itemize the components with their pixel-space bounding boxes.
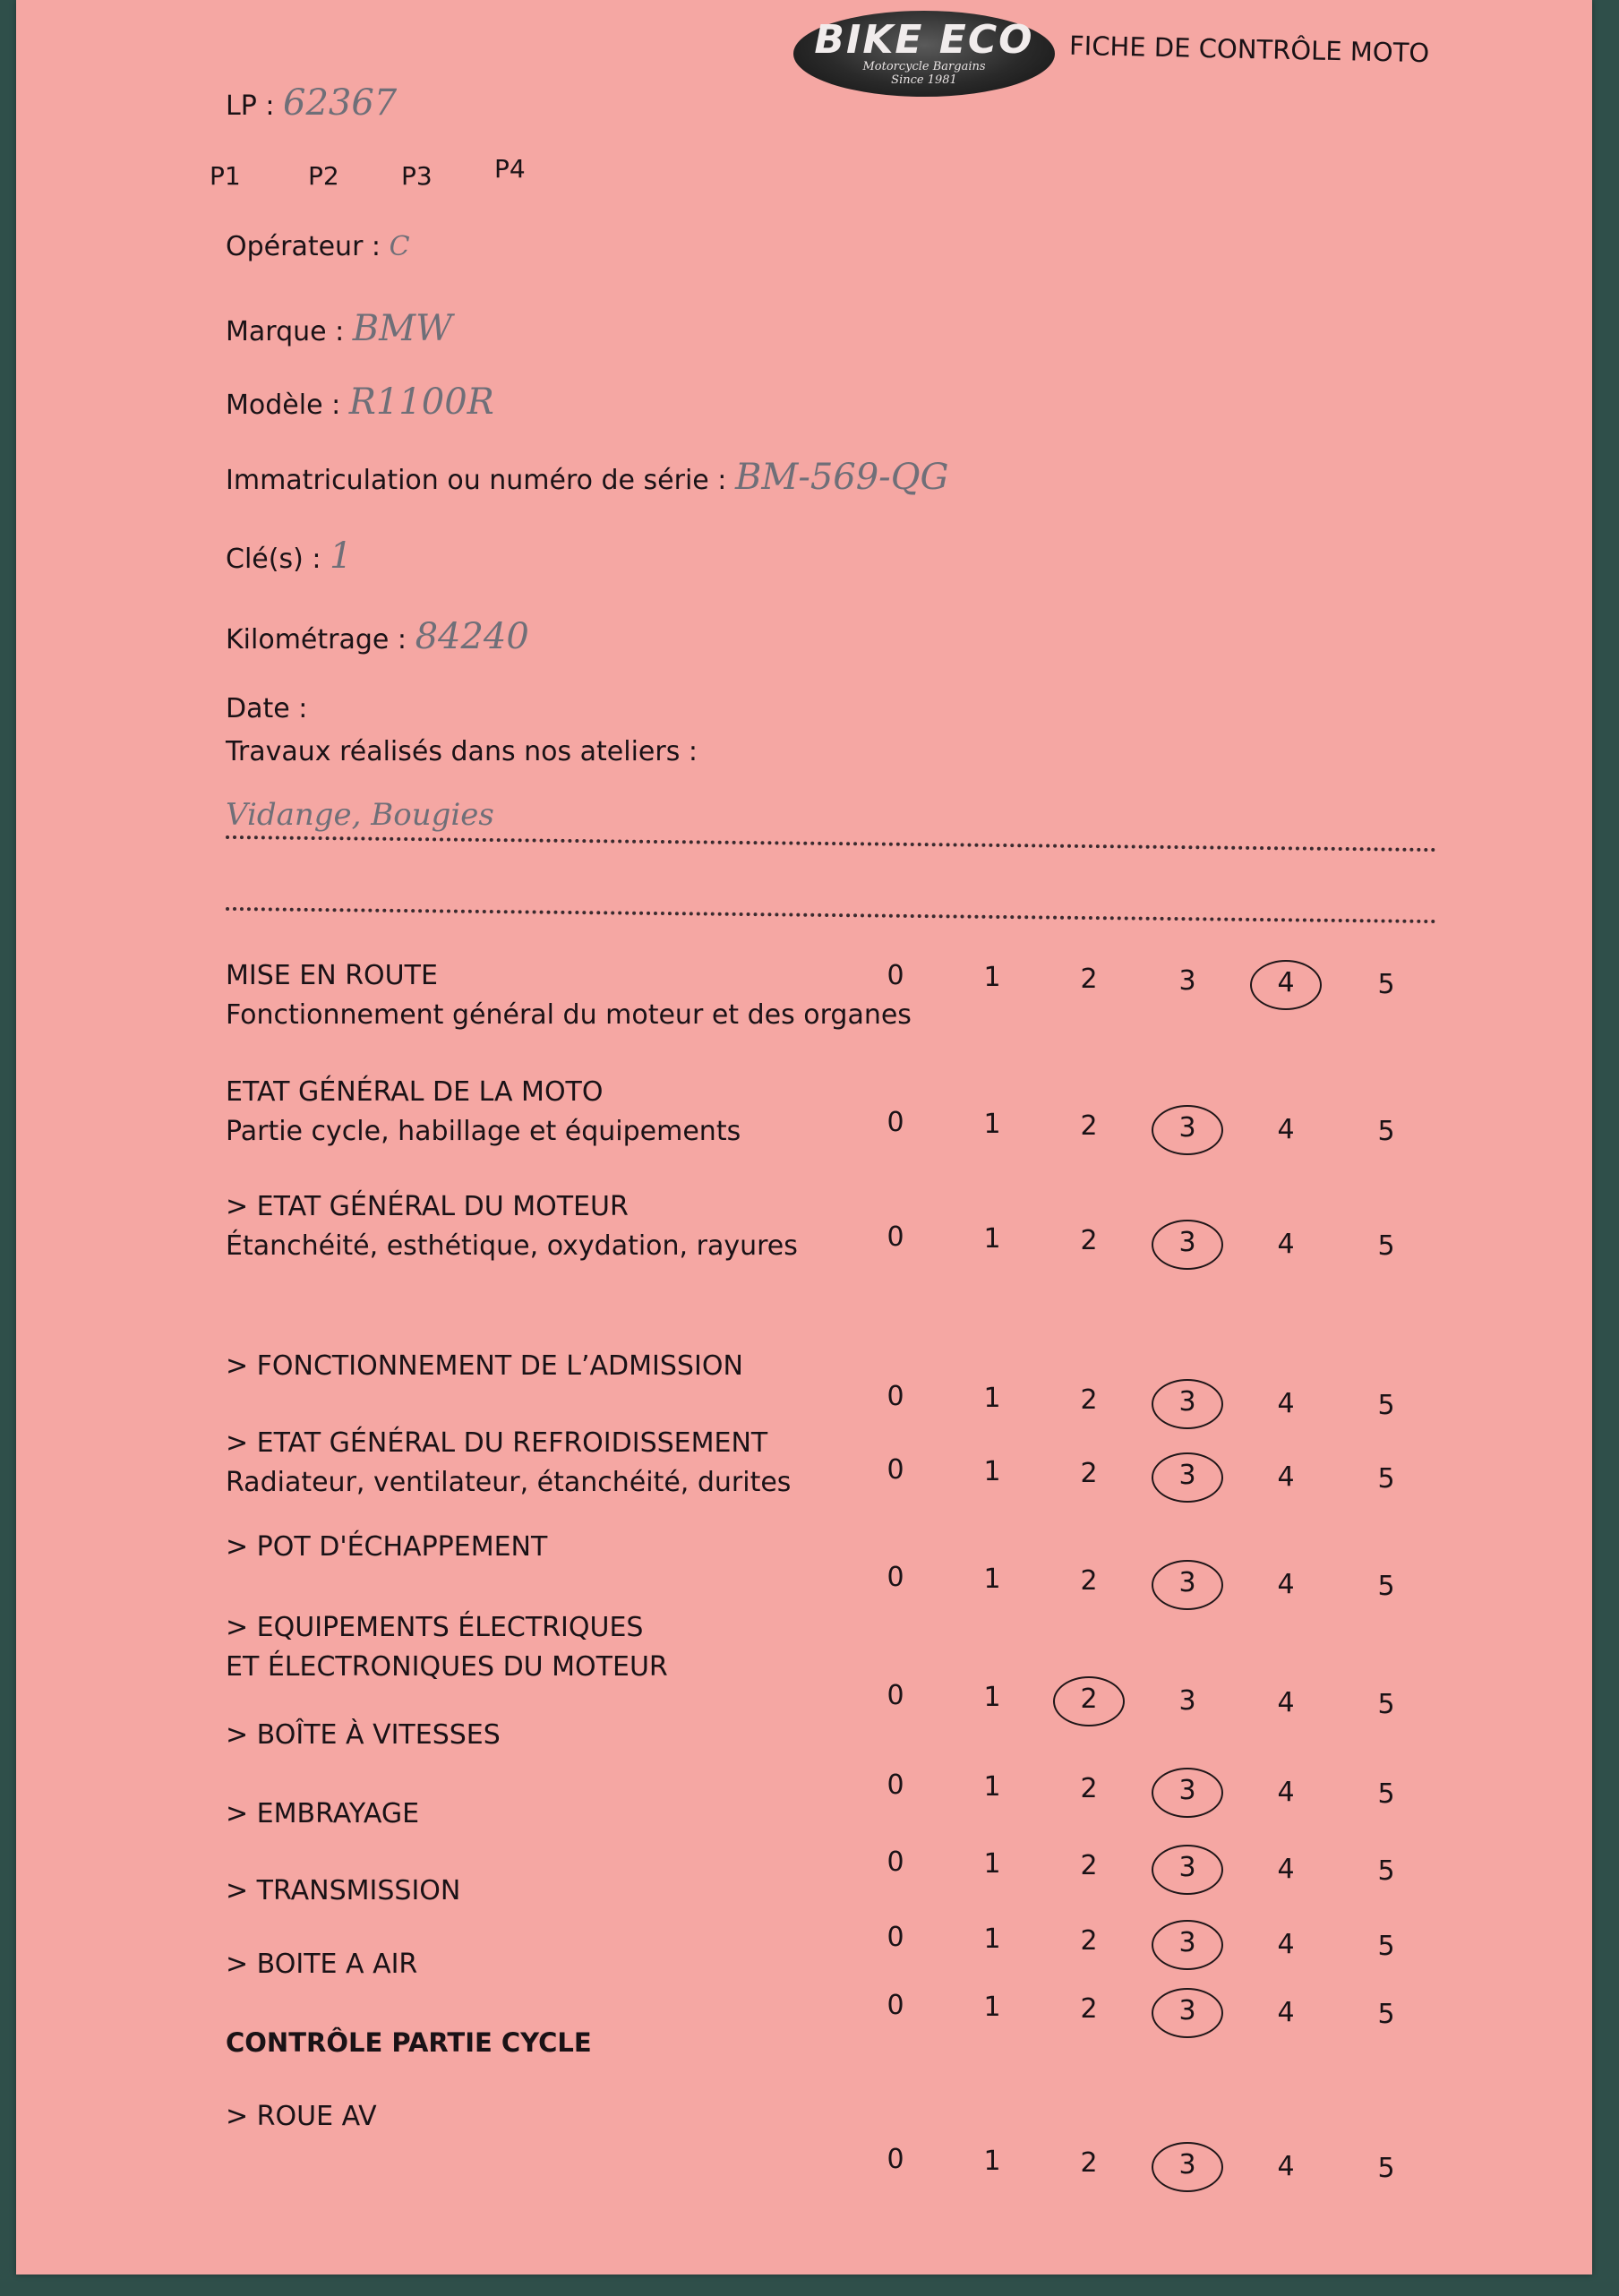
score-option-1[interactable]: 1 bbox=[983, 1992, 1001, 2023]
position-p3: P3 bbox=[401, 161, 433, 191]
score-option-0[interactable]: 0 bbox=[887, 1922, 904, 1953]
immatriculation-value: BM-569-QG bbox=[734, 457, 949, 498]
score-option-3[interactable]: 3 bbox=[1178, 1460, 1196, 1491]
score-option-0[interactable]: 0 bbox=[887, 1846, 904, 1878]
score-row bbox=[226, 1719, 1452, 1810]
score-row bbox=[226, 1949, 1452, 2029]
selected-score-circle bbox=[1152, 1220, 1223, 1270]
immatriculation-field bbox=[226, 457, 948, 498]
score-option-1[interactable]: 1 bbox=[983, 2146, 1001, 2177]
score-row bbox=[226, 960, 1452, 1041]
selected-score-circle bbox=[1250, 960, 1322, 1010]
item-title: > EMBRAYAGE bbox=[226, 1798, 420, 1829]
score-option-1[interactable]: 1 bbox=[983, 1383, 1001, 1414]
score-option-3[interactable]: 3 bbox=[1178, 1386, 1196, 1418]
score-option-1[interactable]: 1 bbox=[983, 1109, 1001, 1140]
score-option-0[interactable]: 0 bbox=[887, 1221, 904, 1253]
date-label: Date : bbox=[226, 693, 308, 724]
score-row bbox=[226, 1191, 1452, 1272]
score-option-0[interactable]: 0 bbox=[887, 2144, 904, 2175]
position-p4: P4 bbox=[494, 154, 526, 184]
item-title: > POT D'ÉCHAPPEMENT bbox=[226, 1531, 548, 1563]
score-option-4[interactable]: 4 bbox=[1277, 1687, 1295, 1718]
score-option-1[interactable]: 1 bbox=[983, 1682, 1001, 1713]
travaux-value: Vidange, Bougies bbox=[226, 797, 494, 833]
item-title: > BOITE A AIR bbox=[226, 1949, 418, 1980]
position-p1: P1 bbox=[210, 161, 241, 191]
selected-score-circle bbox=[1152, 1105, 1223, 1155]
score-option-5[interactable]: 5 bbox=[1377, 969, 1395, 1000]
score-row bbox=[226, 1076, 1452, 1157]
score-option-2[interactable]: 2 bbox=[1080, 1773, 1098, 1804]
score-option-3[interactable]: 3 bbox=[1178, 1927, 1196, 1958]
score-row bbox=[226, 1350, 1452, 1431]
position-p2: P2 bbox=[308, 161, 339, 191]
cles-value: 1 bbox=[329, 535, 353, 577]
lp-field bbox=[226, 82, 397, 124]
item-title: > ETAT GÉNÉRAL DU MOTEUR bbox=[226, 1191, 629, 1222]
score-option-1[interactable]: 1 bbox=[983, 1923, 1001, 1955]
score-option-2[interactable]: 2 bbox=[1080, 1850, 1098, 1881]
score-option-0[interactable]: 0 bbox=[887, 1107, 904, 1138]
score-option-5[interactable]: 5 bbox=[1377, 2153, 1395, 2184]
selected-score-circle bbox=[1152, 1988, 1223, 2038]
score-option-4[interactable]: 4 bbox=[1277, 1229, 1295, 1260]
lp-value: 62367 bbox=[283, 82, 398, 124]
page-title: FICHE DE CONTRÔLE MOTO bbox=[1068, 30, 1430, 69]
score-option-1[interactable]: 1 bbox=[983, 1771, 1001, 1803]
score-option-3[interactable]: 3 bbox=[1178, 1852, 1196, 1883]
score-option-0[interactable]: 0 bbox=[887, 1769, 904, 1801]
score-option-0[interactable]: 0 bbox=[887, 1454, 904, 1486]
score-option-1[interactable]: 1 bbox=[983, 1848, 1001, 1880]
score-option-0[interactable]: 0 bbox=[887, 1990, 904, 2021]
score-row bbox=[226, 1531, 1452, 1612]
score-row bbox=[226, 1798, 1452, 1887]
score-row bbox=[226, 1612, 1452, 1720]
score-option-2[interactable]: 2 bbox=[1080, 1225, 1098, 1256]
section-title: CONTRÔLE PARTIE CYCLE bbox=[226, 2027, 592, 2058]
score-option-5[interactable]: 5 bbox=[1377, 1390, 1395, 1421]
item-subtitle: Étanchéité, esthétique, oxydation, rayures bbox=[226, 1230, 798, 1262]
score-option-3[interactable]: 3 bbox=[1178, 1775, 1196, 1806]
item-subtitle: Fonctionnement général du moteur et des organes bbox=[226, 999, 912, 1031]
score-option-3[interactable]: 3 bbox=[1178, 1567, 1196, 1598]
score-row bbox=[226, 1427, 1452, 1508]
score-option-2[interactable]: 2 bbox=[1080, 2147, 1098, 2179]
marque-label: Marque : bbox=[226, 316, 345, 347]
item-title: > ETAT GÉNÉRAL DU REFROIDISSEMENT bbox=[226, 1427, 768, 1459]
score-option-5[interactable]: 5 bbox=[1377, 1230, 1395, 1262]
kilometrage-label: Kilométrage : bbox=[226, 624, 407, 655]
score-option-5[interactable]: 5 bbox=[1377, 1999, 1395, 2030]
score-option-2[interactable]: 2 bbox=[1080, 1925, 1098, 1957]
score-option-5[interactable]: 5 bbox=[1377, 1855, 1395, 1887]
score-option-0[interactable]: 0 bbox=[887, 960, 904, 991]
score-option-4[interactable]: 4 bbox=[1277, 1997, 1295, 2028]
score-option-5[interactable]: 5 bbox=[1377, 1116, 1395, 1147]
item-title: > TRANSMISSION bbox=[226, 1875, 461, 1906]
score-option-4[interactable]: 4 bbox=[1277, 1929, 1295, 1960]
kilometrage-value: 84240 bbox=[415, 616, 529, 657]
modele-field bbox=[226, 381, 494, 423]
selected-score-circle bbox=[1152, 2142, 1223, 2192]
selected-score-circle bbox=[1152, 1452, 1223, 1503]
logo-since: Since 1981 bbox=[891, 73, 957, 87]
score-option-3[interactable]: 3 bbox=[1178, 1995, 1196, 2026]
item-subtitle: ET ÉLECTRONIQUES DU MOTEUR bbox=[226, 1651, 668, 1683]
score-option-4[interactable]: 4 bbox=[1277, 1854, 1295, 1885]
score-option-3[interactable]: 3 bbox=[1178, 1112, 1196, 1144]
item-subtitle: Partie cycle, habillage et équipements bbox=[226, 1116, 741, 1147]
score-option-4[interactable]: 4 bbox=[1277, 1777, 1295, 1808]
score-option-2[interactable]: 2 bbox=[1080, 1993, 1098, 2025]
score-option-1[interactable]: 1 bbox=[983, 1456, 1001, 1487]
score-option-4[interactable]: 4 bbox=[1277, 1114, 1295, 1145]
score-option-4[interactable]: 4 bbox=[1277, 2151, 1295, 2182]
score-row bbox=[226, 2101, 1452, 2184]
marque-field bbox=[226, 308, 452, 349]
immatriculation-label: Immatriculation ou numéro de série : bbox=[226, 465, 727, 496]
score-option-1[interactable]: 1 bbox=[983, 1564, 1001, 1595]
score-option-5[interactable]: 5 bbox=[1377, 1931, 1395, 1962]
score-option-5[interactable]: 5 bbox=[1377, 1463, 1395, 1495]
score-option-3[interactable]: 3 bbox=[1178, 2149, 1196, 2180]
item-title: > BOÎTE À VITESSES bbox=[226, 1719, 501, 1751]
dotted-line bbox=[226, 907, 1436, 923]
score-option-4[interactable]: 4 bbox=[1277, 1388, 1295, 1419]
score-option-2[interactable]: 2 bbox=[1080, 1458, 1098, 1489]
selected-score-circle bbox=[1152, 1560, 1223, 1610]
bike-eco-logo bbox=[793, 11, 1055, 97]
score-option-5[interactable]: 5 bbox=[1377, 1689, 1395, 1720]
operateur-value: C bbox=[389, 231, 410, 262]
score-option-0[interactable]: 0 bbox=[887, 1680, 904, 1711]
logo-tagline: Motorcycle Bargains bbox=[862, 60, 986, 73]
marque-value: BMW bbox=[352, 308, 453, 349]
item-title: > EQUIPEMENTS ÉLECTRIQUES bbox=[226, 1612, 644, 1643]
item-title: > ROUE AV bbox=[226, 2101, 377, 2132]
item-subtitle: Radiateur, ventilateur, étanchéité, durites bbox=[226, 1467, 792, 1498]
score-option-2[interactable]: 2 bbox=[1080, 1565, 1098, 1597]
inspection-sheet bbox=[16, 0, 1592, 2275]
operateur-field bbox=[226, 231, 410, 262]
score-row bbox=[226, 1875, 1452, 1962]
cles-label: Clé(s) : bbox=[226, 544, 321, 575]
score-option-0[interactable]: 0 bbox=[887, 1381, 904, 1412]
score-option-2[interactable]: 2 bbox=[1080, 964, 1098, 995]
cles-field bbox=[226, 535, 352, 577]
score-option-3[interactable]: 3 bbox=[1178, 1227, 1196, 1258]
kilometrage-field bbox=[226, 616, 529, 657]
score-option-5[interactable]: 5 bbox=[1377, 1778, 1395, 1810]
modele-value: R1100R bbox=[348, 381, 494, 423]
score-option-1[interactable]: 1 bbox=[983, 962, 1001, 993]
score-option-4[interactable]: 4 bbox=[1277, 967, 1295, 998]
score-option-5[interactable]: 5 bbox=[1377, 1571, 1395, 1602]
score-option-2[interactable]: 2 bbox=[1080, 1384, 1098, 1416]
logo-brand: BIKE ECO bbox=[814, 17, 1034, 63]
score-option-3[interactable]: 3 bbox=[1178, 1685, 1196, 1717]
lp-label: LP : bbox=[226, 90, 275, 122]
operateur-label: Opérateur : bbox=[226, 231, 381, 262]
selected-score-circle bbox=[1152, 1379, 1223, 1429]
score-option-2[interactable]: 2 bbox=[1080, 1110, 1098, 1142]
score-option-2[interactable]: 2 bbox=[1080, 1683, 1098, 1715]
dotted-line bbox=[226, 835, 1436, 852]
item-title: ETAT GÉNÉRAL DE LA MOTO bbox=[226, 1076, 604, 1108]
score-option-3[interactable]: 3 bbox=[1178, 965, 1196, 997]
score-option-0[interactable]: 0 bbox=[887, 1562, 904, 1593]
travaux-label: Travaux réalisés dans nos ateliers : bbox=[226, 736, 698, 767]
score-option-4[interactable]: 4 bbox=[1277, 1461, 1295, 1493]
modele-label: Modèle : bbox=[226, 390, 341, 421]
item-title: MISE EN ROUTE bbox=[226, 960, 438, 991]
score-option-4[interactable]: 4 bbox=[1277, 1569, 1295, 1600]
item-title: > FONCTIONNEMENT DE L’ADMISSION bbox=[226, 1350, 743, 1382]
score-option-1[interactable]: 1 bbox=[983, 1223, 1001, 1255]
